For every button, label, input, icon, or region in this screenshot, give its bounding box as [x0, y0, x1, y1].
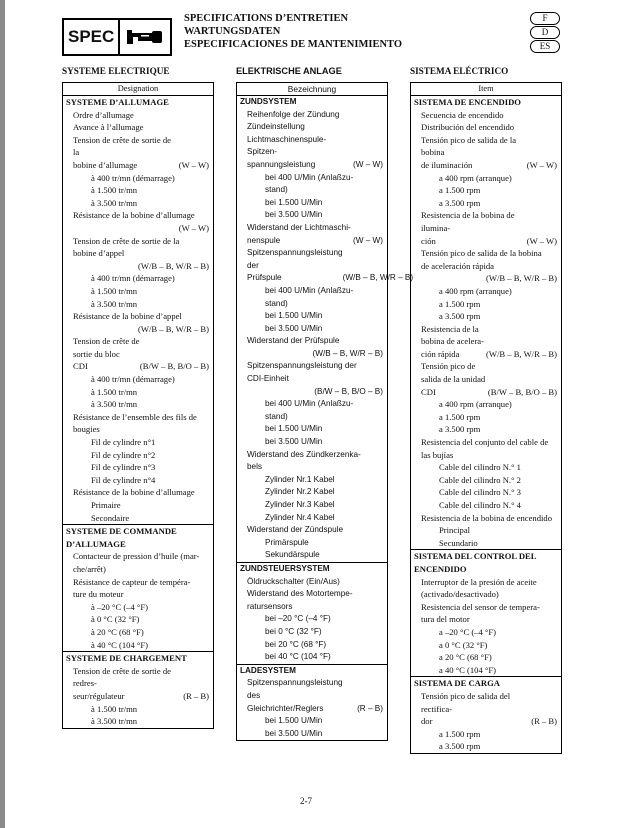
spec-item-label: a 1.500 rpm [439, 728, 481, 739]
spec-item-label: Distribución del encendido [421, 122, 515, 133]
spec-label: SPEC [68, 27, 115, 46]
section-heading: SISTEMA ELÉCTRICO [410, 66, 509, 76]
spec-row [411, 298, 561, 311]
spec-item-label: à –20 °C (–4 °F) [91, 601, 149, 612]
spec-item-label: Reihenfolge der Zündung [247, 109, 340, 119]
spec-row [237, 588, 387, 613]
spec-item-label: Zylinder Nr.4 Kabel [265, 512, 335, 522]
spec-item-label: Zylinder Nr.3 Kabel [265, 500, 335, 509]
spec-item-label: bei 3.500 U/Min [265, 437, 323, 447]
spec-item-label: Lichtmaschinenspule-Spitzen- spannungsleistung [247, 134, 327, 169]
spec-item-label: bei 400 U/Min (Anlaßzu- stand) [265, 285, 354, 308]
spec-item-label: Fil de cylindre n°3 [91, 462, 156, 473]
spec-row [63, 626, 213, 639]
spec-row [63, 474, 213, 487]
spec-row [237, 715, 387, 728]
spec-item-label: à 3.500 tr/mn [91, 716, 138, 727]
spec-row [237, 524, 387, 537]
spec-row [237, 247, 414, 285]
spec-item-label: Tensión pico de salida de la bobina de aceleración rápida [421, 248, 542, 271]
spec-item-label: Fil de cylindre n°4 [91, 474, 156, 485]
wire-code: (W – W) [526, 235, 557, 246]
spec-section [411, 96, 561, 549]
spec-row [63, 512, 213, 525]
spec-row [411, 247, 561, 272]
spec-item-label: Spitzenspannungsleistung der CDI-Einheit [247, 361, 357, 384]
spec-row [63, 222, 213, 235]
spec-item-label: bei 1.500 U/Min [265, 716, 323, 726]
lang-tag-d: D [530, 26, 560, 39]
spec-item-label: Widerstand der Zündspule [247, 525, 344, 535]
spec-item-label: Fil de cylindre n°2 [91, 449, 156, 460]
spec-item-label: Spitzenspannungsleistung des Gleichrichter/Reglers [247, 678, 343, 713]
spec-item-label: Zündeinstellung [247, 122, 305, 132]
spec-row [411, 664, 561, 677]
spec-item-label: à 3.500 tr/mn [91, 298, 138, 309]
spec-item-label: a 1.500 rpm [439, 411, 481, 422]
spec-item-label: à 400 tr/mn (démarrage) [91, 374, 175, 385]
spec-item-label: Resistencia de la bobina de encendido [421, 512, 553, 523]
wire-code: (W/B – B, W/R – B) [138, 260, 209, 271]
spec-item-label: Zylinder Nr.1 Kabel [265, 474, 335, 484]
spec-row [63, 121, 213, 134]
spec-row [411, 272, 561, 285]
lang-tag-f: F [530, 12, 560, 25]
spec-row [63, 172, 213, 185]
wire-code: (W/B – B, W/R – B) [312, 348, 383, 358]
spec-row [237, 449, 387, 474]
spec-row [411, 209, 561, 247]
spec-row [411, 109, 561, 122]
section-title: SYSTEME DE CHARGEMENT [66, 653, 187, 664]
spec-table [410, 82, 562, 754]
spec-row [411, 486, 561, 499]
spec-item-label: à 1.500 tr/mn [91, 386, 138, 397]
spec-item-label: Resistencia de la bobina de ilumina- ción [421, 210, 515, 246]
spec-item-label: bei 20 °C (68 °F) [265, 639, 327, 649]
spec-row [63, 323, 213, 336]
spec-item-label: bei 1.500 U/Min [265, 424, 323, 434]
spec-item-label: à 1.500 tr/mn [91, 285, 138, 296]
spec-row [63, 285, 213, 298]
spec-row [237, 398, 387, 423]
title-es: ESPECIFICACIONES DE MANTENIMIENTO [184, 39, 403, 50]
spec-row [237, 310, 387, 323]
spec-table [62, 82, 214, 729]
wire-code: (W – W) [178, 222, 209, 233]
spec-item-label: Tension de crête de sortie de la bobine d’allumage [73, 134, 171, 170]
spec-row [63, 260, 213, 273]
wire-code: (B/W – B, B/O – B) [487, 386, 557, 397]
spec-row [237, 639, 387, 652]
spec-item-label: à 400 tr/mn (démarrage) [91, 172, 175, 183]
spec-item-label: à 40 °C (104 °F) [91, 639, 149, 650]
wire-code: (R – B) [183, 690, 209, 701]
spec-row [237, 172, 387, 197]
spec-badge [62, 18, 172, 56]
column-french [62, 64, 214, 729]
spec-item-label: Tension de crête de sortie du bloc CDI [73, 336, 140, 372]
micrometer-icon [118, 20, 170, 54]
spec-item-label: Cable del cilindro N.° 2 [439, 474, 521, 485]
spec-row [411, 461, 561, 474]
spec-item-label: Contacteur de pression d’huile (mar- che/arrêt) [73, 551, 200, 574]
title-fr: SPECIFICATIONS D’ENTRETIEN [184, 13, 349, 24]
spec-item-label: à 1.500 tr/mn [91, 185, 138, 196]
section-title: SISTEMA DEL CONTROL DEL ENCENDIDO [414, 551, 537, 574]
spec-row [411, 436, 561, 461]
spec-item-label: à 3.500 tr/mn [91, 197, 138, 208]
spec-row [63, 373, 213, 386]
spec-item-label: Tensión pico de salida de la unidad CDI [421, 361, 486, 397]
spec-row [63, 197, 213, 210]
spec-item-label: Secondaire [91, 512, 130, 523]
spec-item-label: Résistance de la bobine d’appel [73, 311, 182, 322]
section-title: SYSTEME DE COMMANDE D’ALLUMAGE [66, 526, 177, 549]
spec-row [237, 486, 387, 499]
section-title: ZUNDSYSTEM [240, 97, 297, 106]
spec-row [63, 386, 213, 399]
spec-item-label: a 3.500 rpm [439, 741, 481, 752]
spec-item-label: a 400 rpm (arranque) [439, 172, 512, 183]
spec-item-label: Tension de crête de sortie de redres- seur/régulateur [73, 665, 171, 701]
spec-item-label: Secuencia de encendido [421, 109, 504, 120]
spec-row [411, 512, 561, 525]
spec-item-label: Secundario [439, 537, 478, 548]
spec-row [237, 436, 387, 449]
spec-section [411, 549, 561, 676]
spec-row [411, 576, 561, 601]
spec-row [63, 310, 213, 323]
section-title: SISTEMA DE ENCENDIDO [414, 97, 521, 107]
page-edge-bar [0, 0, 5, 828]
spec-item-label: Ordre d’allumage [73, 109, 134, 120]
spec-row [63, 601, 213, 614]
spec-row [63, 272, 213, 285]
spec-item-label: Résistance de l’ensemble des fils de bougies [73, 411, 197, 435]
spec-row [63, 461, 213, 474]
spec-row [411, 121, 561, 134]
spec-section [237, 664, 387, 741]
spec-item-label: à 400 tr/mn (démarrage) [91, 273, 175, 284]
spec-item-label: bei 1.500 U/Min [265, 197, 323, 207]
spec-row [237, 651, 387, 664]
spec-item-label: Resistencia de la bobina de acelera- ción rápida [421, 323, 484, 359]
spec-row [237, 197, 387, 210]
spec-item-label: Fil de cylindre n°1 [91, 437, 156, 448]
spec-row [411, 360, 561, 398]
wire-code: (B/W – B, B/O – B) [139, 361, 209, 372]
spec-row [237, 121, 387, 134]
spec-item-label: Tensión pico de salida de la bobina de iluminación [421, 134, 517, 170]
spec-row [63, 109, 213, 122]
spec-section [63, 96, 213, 524]
spec-row [63, 436, 213, 449]
spec-row [411, 474, 561, 487]
spec-item-label: a 3.500 rpm [439, 311, 481, 322]
page-header [62, 10, 560, 58]
spec-row [237, 576, 387, 589]
spec-item-label: Spitzenspannungsleistung der Prüfspule [247, 248, 343, 283]
section-heading: ELEKTRISCHE ANLAGE [236, 66, 342, 76]
spec-item-label: Sekundärspule [265, 550, 320, 560]
spec-row [411, 172, 561, 185]
spec-row [411, 310, 561, 323]
spec-row [411, 398, 561, 411]
spec-row [411, 197, 561, 210]
page-number: 2-7 [300, 796, 312, 806]
spec-row [63, 715, 213, 728]
wire-code: (W/B – B, W/R – B) [486, 273, 557, 284]
spec-row [237, 360, 387, 385]
wire-code: (R – B) [357, 703, 383, 713]
spec-item-label: a 400 rpm (arranque) [439, 399, 512, 410]
spec-table [236, 82, 414, 741]
spec-row [411, 626, 561, 639]
spec-row [237, 386, 387, 399]
spec-row [411, 537, 561, 550]
spec-row [237, 348, 387, 361]
language-tags [530, 12, 560, 54]
spec-row [63, 184, 213, 197]
section-title: SYSTEME D’ALLUMAGE [66, 97, 169, 107]
spec-row [63, 703, 213, 716]
section-title: ZUNDSTEUERSYSTEM [240, 563, 330, 573]
spec-row [411, 639, 561, 652]
spec-row [411, 411, 561, 424]
spec-item-label: a 40 °C (104 °F) [439, 664, 497, 675]
spec-section [237, 96, 414, 562]
spec-row [63, 499, 213, 512]
spec-item-label: Cable del cilindro N.° 4 [439, 500, 521, 510]
spec-item-label: Widerstand der Lichtmaschi- nenspule [247, 222, 351, 245]
spec-item-label: Résistance de la bobine d’allumage [73, 487, 195, 498]
spec-row [63, 550, 213, 575]
spec-row [411, 524, 561, 537]
section-title: SISTEMA DE CARGA [414, 678, 500, 689]
spec-row [63, 298, 213, 311]
spec-item-label: Principal [439, 525, 471, 536]
spec-row [63, 398, 213, 411]
spec-row [411, 134, 561, 172]
spec-row [237, 474, 387, 487]
spec-item-label: Primaire [91, 500, 121, 510]
spec-row [237, 109, 387, 122]
spec-row [63, 639, 213, 652]
spec-item-label: Cable del cilindro N.° 3 [439, 487, 521, 498]
spec-row [237, 323, 387, 336]
spec-item-label: Resistencia del conjunto del cable de las bujías [421, 437, 549, 460]
spec-row [411, 285, 561, 298]
spec-row [63, 665, 213, 703]
spec-row [237, 335, 387, 348]
header-titles [184, 12, 402, 51]
wire-code: (W/B – B, W/R – B) [486, 348, 557, 359]
spec-item-label: a –20 °C (–4 °F) [439, 626, 497, 637]
spec-item-label: bei 3.500 U/Min [265, 728, 323, 738]
spec-row [237, 512, 387, 525]
table-column-header: Bezeichnung [237, 83, 387, 96]
title-de: WARTUNGSDATEN [184, 26, 281, 37]
spec-item-label: à 3.500 tr/mn [91, 399, 138, 410]
spec-row [63, 335, 213, 373]
spec-item-label: bei 1.500 U/Min [265, 311, 323, 321]
spec-item-label: Tension de crête de sortie de la bobine d’appel [73, 235, 180, 259]
spec-row [63, 449, 213, 462]
wire-code: (W/B – B, W/R – B) [138, 323, 209, 334]
wire-code: (W – W) [178, 159, 209, 170]
spec-row [63, 209, 213, 222]
spec-row [237, 549, 387, 562]
spec-item-label: bei 3.500 U/Min [265, 210, 323, 220]
spec-item-label: Interruptor de la presión de aceite (activado/desactivado) [421, 576, 537, 600]
spec-item-label: Primärspule [265, 537, 309, 547]
spec-item-label: a 1.500 rpm [439, 298, 481, 309]
section-title: LADESYSTEM [240, 665, 296, 675]
spec-item-label: Tensión pico de salida del rectifica- dor [421, 690, 511, 727]
spec-item-label: à 1.500 tr/mn [91, 703, 138, 714]
table-column-header: Item [411, 83, 561, 96]
table-column-header: Designation [63, 83, 213, 96]
spec-row [237, 626, 387, 639]
wire-code: (W – W) [352, 159, 383, 169]
spec-row [411, 423, 561, 436]
wire-code: (R – B) [531, 716, 557, 727]
spec-row [237, 613, 387, 626]
spec-row [411, 184, 561, 197]
spec-item-label: a 20 °C (68 °F) [439, 652, 492, 663]
spec-row [411, 499, 561, 512]
spec-row [237, 285, 387, 310]
spec-section [411, 676, 561, 753]
spec-row [63, 576, 213, 601]
spec-item-label: Résistance de capteur de tempéra- ture du moteur [73, 576, 191, 600]
spec-item-label: Widerstand des Zündkerzenka- bels [247, 449, 361, 472]
spec-row [237, 134, 387, 172]
spec-item-label: Resistencia del sensor de tempera- tura del motor [421, 601, 540, 625]
spec-item-label: à 0 °C (32 °F) [91, 614, 140, 625]
spec-row [411, 601, 561, 626]
spec-item-label: bei 3.500 U/Min [265, 323, 323, 333]
column-german [236, 64, 414, 741]
spec-item-label: Widerstand der Prüfspule [247, 336, 340, 346]
spec-item-label: Avance à l’allumage [73, 122, 144, 133]
spec-row [411, 740, 561, 753]
spec-row [411, 690, 561, 728]
spec-row [237, 499, 387, 512]
wire-code: (W/B – B, W/R – B) [342, 273, 414, 283]
spec-row [63, 486, 213, 499]
spec-item-label: Cable del cilindro N.° 1 [439, 462, 521, 473]
spec-row [63, 613, 213, 626]
spec-row [411, 651, 561, 664]
spec-item-label: bei 40 °C (104 °F) [265, 652, 331, 662]
spec-row [237, 537, 387, 550]
spec-item-label: Öldruckschalter (Ein/Aus) [247, 576, 340, 586]
wire-code: (W – W) [352, 235, 383, 245]
lang-tag-es: ES [530, 40, 560, 53]
spec-section [237, 562, 387, 664]
spec-item-label: bei 400 U/Min (Anlaßzu- stand) [265, 399, 354, 421]
spec-row [63, 235, 213, 260]
section-heading: SYSTEME ELECTRIQUE [62, 66, 170, 76]
spec-item-label: Résistance de la bobine d’allumage [73, 210, 195, 221]
spec-item-label: bei 400 U/Min (Anlaßzu- stand) [265, 172, 354, 195]
spec-row [237, 728, 387, 741]
spec-row [63, 411, 213, 436]
spec-item-label: bei 0 °C (32 °F) [265, 626, 322, 636]
spec-item-label: a 1.500 rpm [439, 185, 481, 196]
spec-item-label: Widerstand des Motortempe- ratursensors [247, 589, 353, 611]
spec-item-label: a 0 °C (32 °F) [439, 639, 488, 650]
spec-item-label: Zylinder Nr.2 Kabel [265, 487, 335, 497]
spec-item-label: bei –20 °C (–4 °F) [265, 614, 331, 624]
spec-row [237, 423, 387, 436]
spec-item-label: à 20 °C (68 °F) [91, 626, 144, 637]
spec-section [63, 651, 213, 728]
spec-row [237, 209, 387, 222]
spec-row [237, 222, 387, 247]
wire-code: (W – W) [526, 159, 557, 170]
spec-row [411, 728, 561, 741]
spec-item-label: a 3.500 rpm [439, 197, 481, 208]
spec-row [63, 134, 213, 172]
spec-section [63, 524, 213, 651]
spec-row [237, 677, 387, 715]
wire-code: (B/W – B, B/O – B) [314, 386, 383, 396]
spec-item-label: a 3.500 rpm [439, 424, 481, 435]
spec-row [411, 323, 561, 361]
column-spanish [410, 64, 562, 754]
spec-item-label: a 400 rpm (arranque) [439, 285, 512, 296]
